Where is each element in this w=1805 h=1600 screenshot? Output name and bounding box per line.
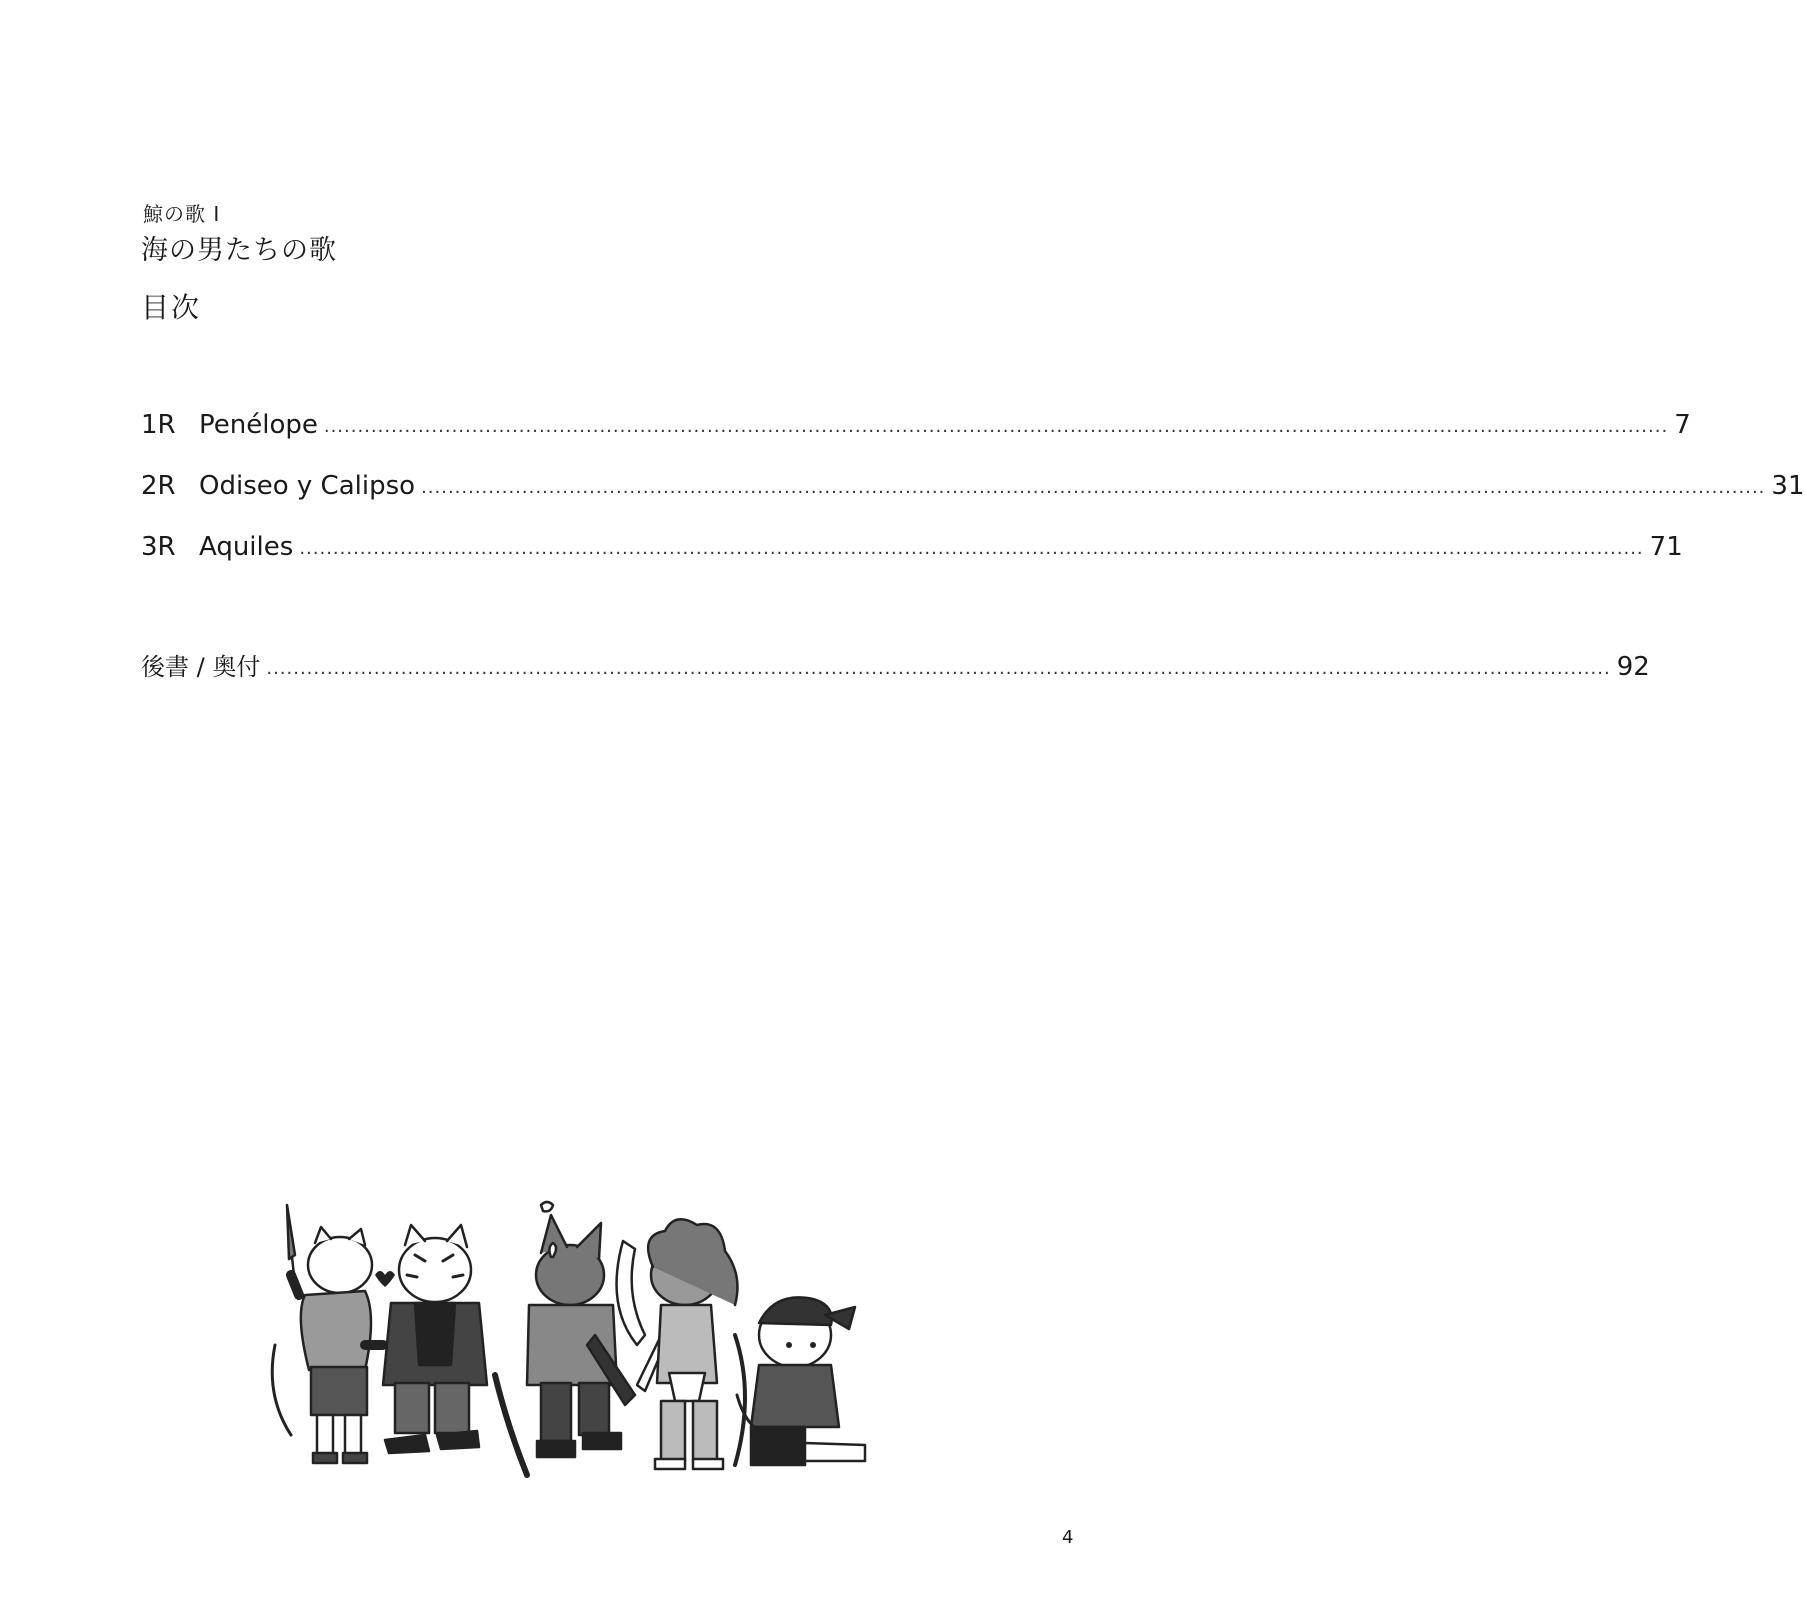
toc-entry-afterword [141, 650, 1650, 687]
toc-entry-3 [141, 530, 1683, 567]
toc-entry-1 [141, 408, 1691, 445]
toc-leader-dots: ........................................................................................................................................................................................................ [266, 658, 1611, 679]
toc-entry-number: 1R [141, 410, 176, 440]
toc-entry-page: 71 [1649, 532, 1683, 562]
series-label: 鯨の歌 I [143, 202, 221, 226]
toc-entry-number: 2R [141, 471, 176, 501]
toc-leader-dots: ........................................................................................................................................................................................................ [323, 416, 1669, 437]
toc-entry-page: 31 [1771, 471, 1805, 501]
toc-leader-dots: ........................................................................................................................................................................................................ [421, 477, 1766, 498]
toc-entry-title: Odiseo y Calipso [199, 471, 416, 501]
toc-entry-number: 3R [141, 532, 176, 562]
book-title: 海の男たちの歌 [141, 235, 337, 266]
toc-leader-dots: ........................................................................................................................................................................................................ [299, 538, 1644, 559]
toc-entry-title: 後書 / 奥付 [141, 653, 261, 681]
toc-entry-2 [141, 469, 1805, 506]
toc-entry-page: 92 [1616, 652, 1650, 682]
page-number: 4 [1062, 1527, 1074, 1548]
toc-heading: 目次 [141, 291, 202, 324]
toc-entry-title: Aquiles [199, 532, 294, 562]
characters-illustration [265, 1195, 880, 1485]
toc-entry-title: Penélope [199, 410, 318, 440]
group-of-animal-characters-icon [265, 1195, 880, 1485]
toc-entry-page: 7 [1674, 410, 1691, 440]
